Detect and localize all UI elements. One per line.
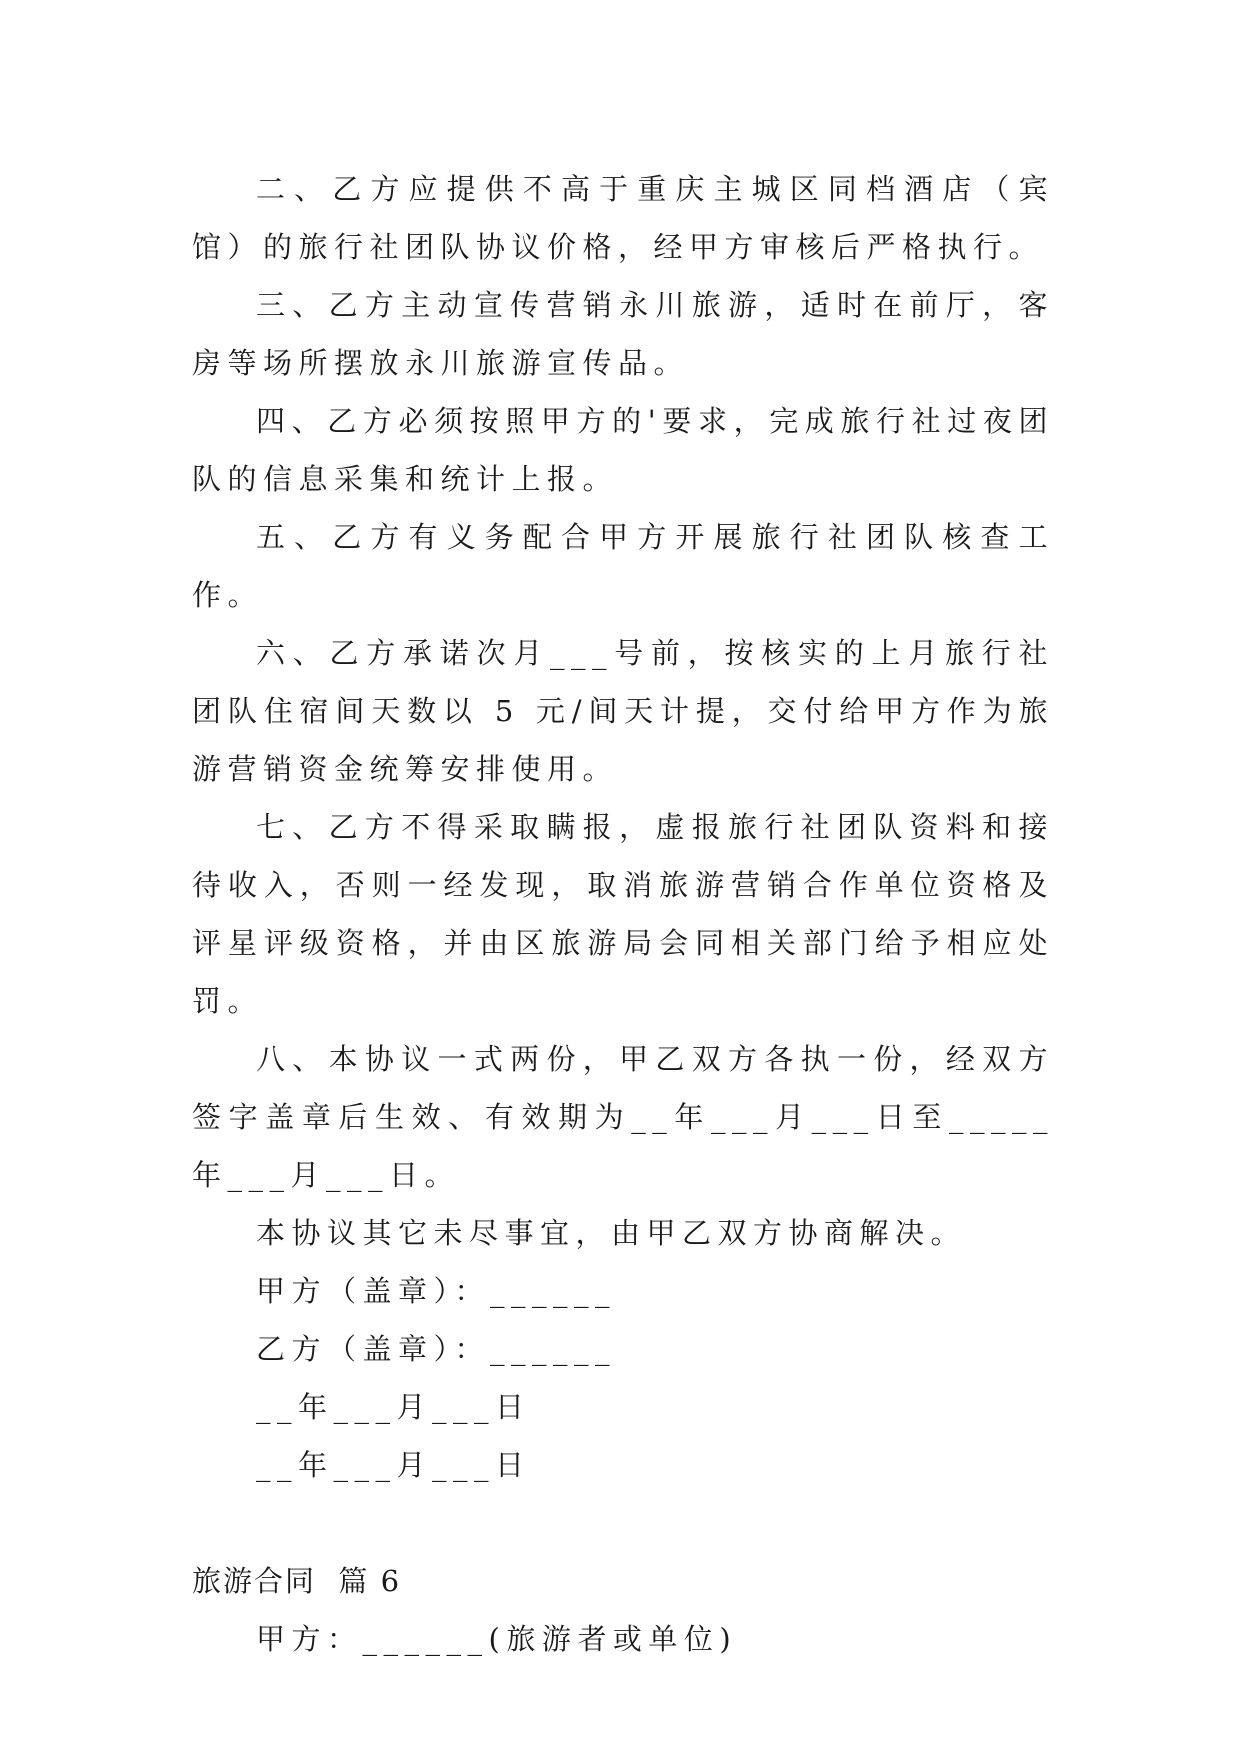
- clause-6: 六、乙方承诺次月___号前，按核实的上月旅行社团队住宿间天数以 5 元/间天计提，交付给甲方作为旅游营销资金统筹安排使用。: [192, 636, 1054, 786]
- clause-2: 二、乙方应提供不高于重庆主城区同档酒店（宾馆）的旅行社团队协议价格，经甲方审核后严格执行。: [192, 172, 1054, 264]
- closing-note: 本协议其它未尽事宜，由甲乙双方协商解决。: [256, 1216, 967, 1250]
- clause-8: 八、本协议一式两份，甲乙双方各执一份，经双方签字盖章后生效、有效期为__年___月___日至_____年___月___日。: [192, 1042, 1054, 1192]
- document-page: [192, 160, 1054, 1668]
- date-line-1: __年___月___日: [256, 1390, 531, 1424]
- clause-5: 五、乙方有义务配合甲方开展旅行社团队核查工作。: [192, 520, 1054, 612]
- clause-4: 四、乙方必须按照甲方的'要求，完成旅行社过夜团队的信息采集和统计上报。: [192, 404, 1054, 496]
- party-a-seal-line: 甲方（盖章）：______: [256, 1274, 617, 1308]
- section-heading: 旅游合同 篇 6: [192, 1564, 402, 1598]
- party-b-seal-line: 乙方（盖章）：______: [256, 1332, 617, 1366]
- party-a-line: 甲方：______(旅游者或单位): [256, 1622, 738, 1656]
- date-line-2: __年___月___日: [256, 1448, 531, 1482]
- clause-3: 三、乙方主动宣传营销永川旅游，适时在前厅，客房等场所摆放永川旅游宣传品。: [192, 288, 1054, 380]
- clause-7: 七、乙方不得采取瞒报，虚报旅行社团队资料和接待收入，否则一经发现，取消旅游营销合作单位资格及评星评级资格，并由区旅游局会同相关部门给予相应处罚。: [192, 810, 1054, 1018]
